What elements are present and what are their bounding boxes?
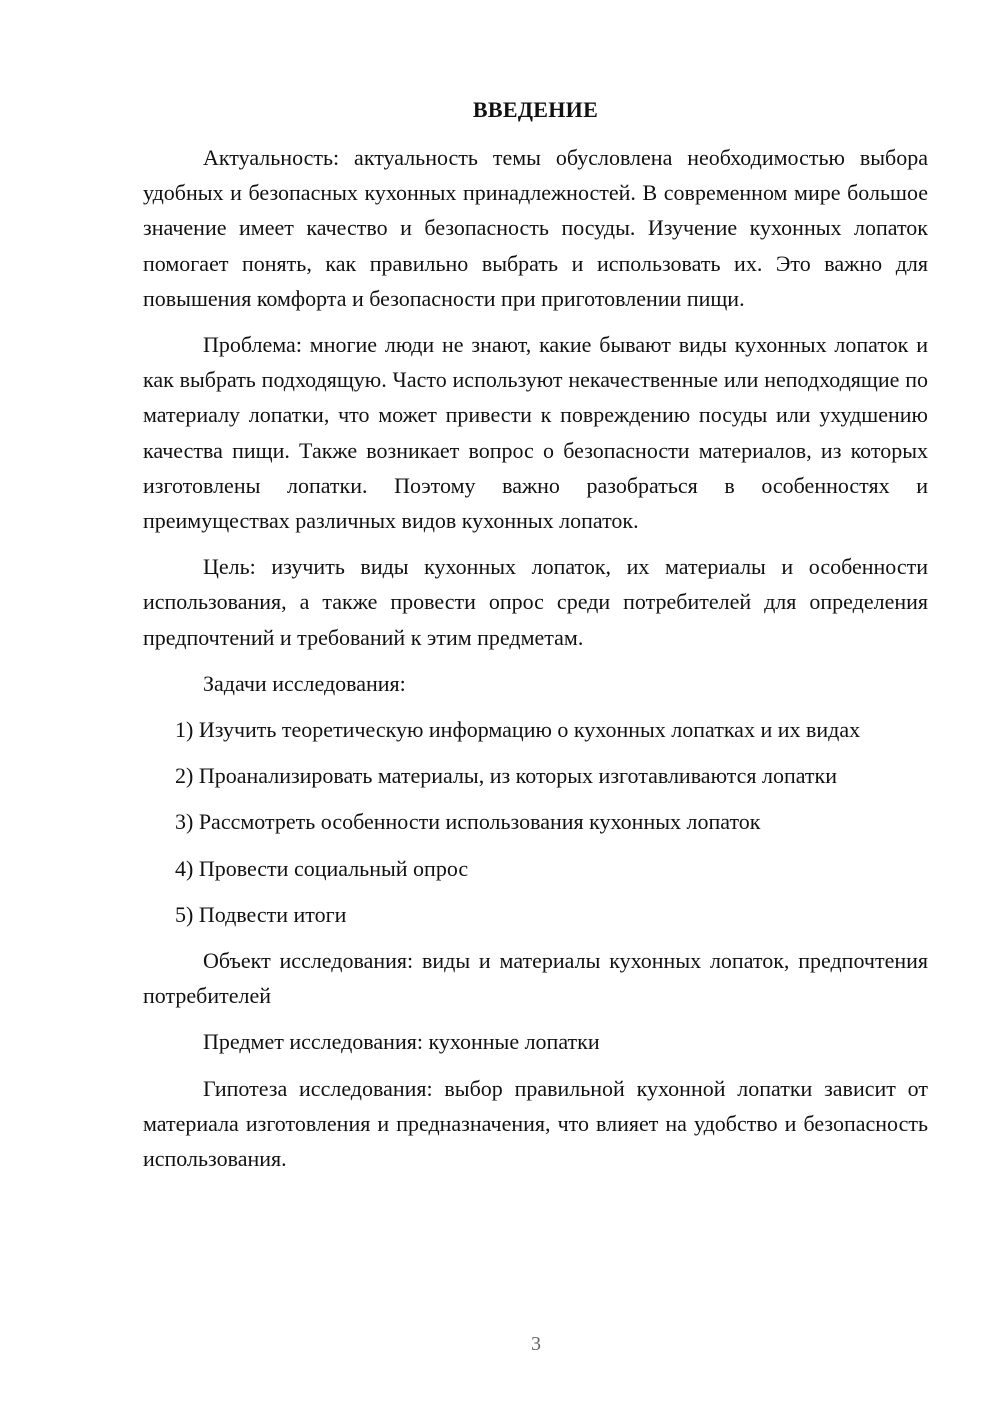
section-title: ВВЕДЕНИЕ [472,97,599,122]
tasks-heading: Задачи исследования: [203,670,406,696]
task-item-2: 2) Проанализировать материалы, из которых изготавливаются лопатки [175,763,837,789]
task-item-4: 4) Провести социальный опрос [175,855,469,881]
page-number: 3 [531,1333,541,1355]
task-item-5: 5) Подвести итоги [175,901,347,927]
hypothesis-paragraph: Гипотеза исследования: выбор правильной кухонной лопатки зависит от материала изготовления и предназначения, что влияет на удобство и безопасность использования. [143,1075,928,1172]
object-paragraph: Объект исследования: виды и материалы кухонных лопаток, предпочтения потребителей [143,948,928,1009]
page-content [143,94,928,1187]
relevance-paragraph: Актуальность: актуальность темы обусловлена необходимостью выбора удобных и безопасных кухонных принадлежностей. В современном мире большое значение имеет качество и безопасность посуды. Изучение кухонных лопаток помогает понять, как правильно выбрать и использовать их. Это важно для повышения комфорта и безопасности при приготовлении пищи. [143,145,928,311]
problem-paragraph: Проблема: многие люди не знают, какие бывают виды кухонных лопаток и как выбрать подходящую. Часто используют некачественные или неподходящие по материалу лопатки, что может привести к повреждению посуды или ухудшению качества пищи. Также возникает вопрос о безопасности материалов, из которых изготовлены лопатки. Поэтому важно разобраться в особенностях и преимуществах различных видов кухонных лопаток. [143,332,928,534]
task-item-1: 1) Изучить теоретическую информацию о кухонных лопатках и их видах [175,717,861,743]
subject-paragraph: Предмет исследования: кухонные лопатки [203,1029,600,1055]
goal-paragraph: Цель: изучить виды кухонных лопаток, их материалы и особенности использования, а также провести опрос среди потребителей для определения предпочтений и требований к этим предметам. [143,554,928,650]
task-item-3: 3) Рассмотреть особенности использования кухонных лопаток [175,809,761,835]
